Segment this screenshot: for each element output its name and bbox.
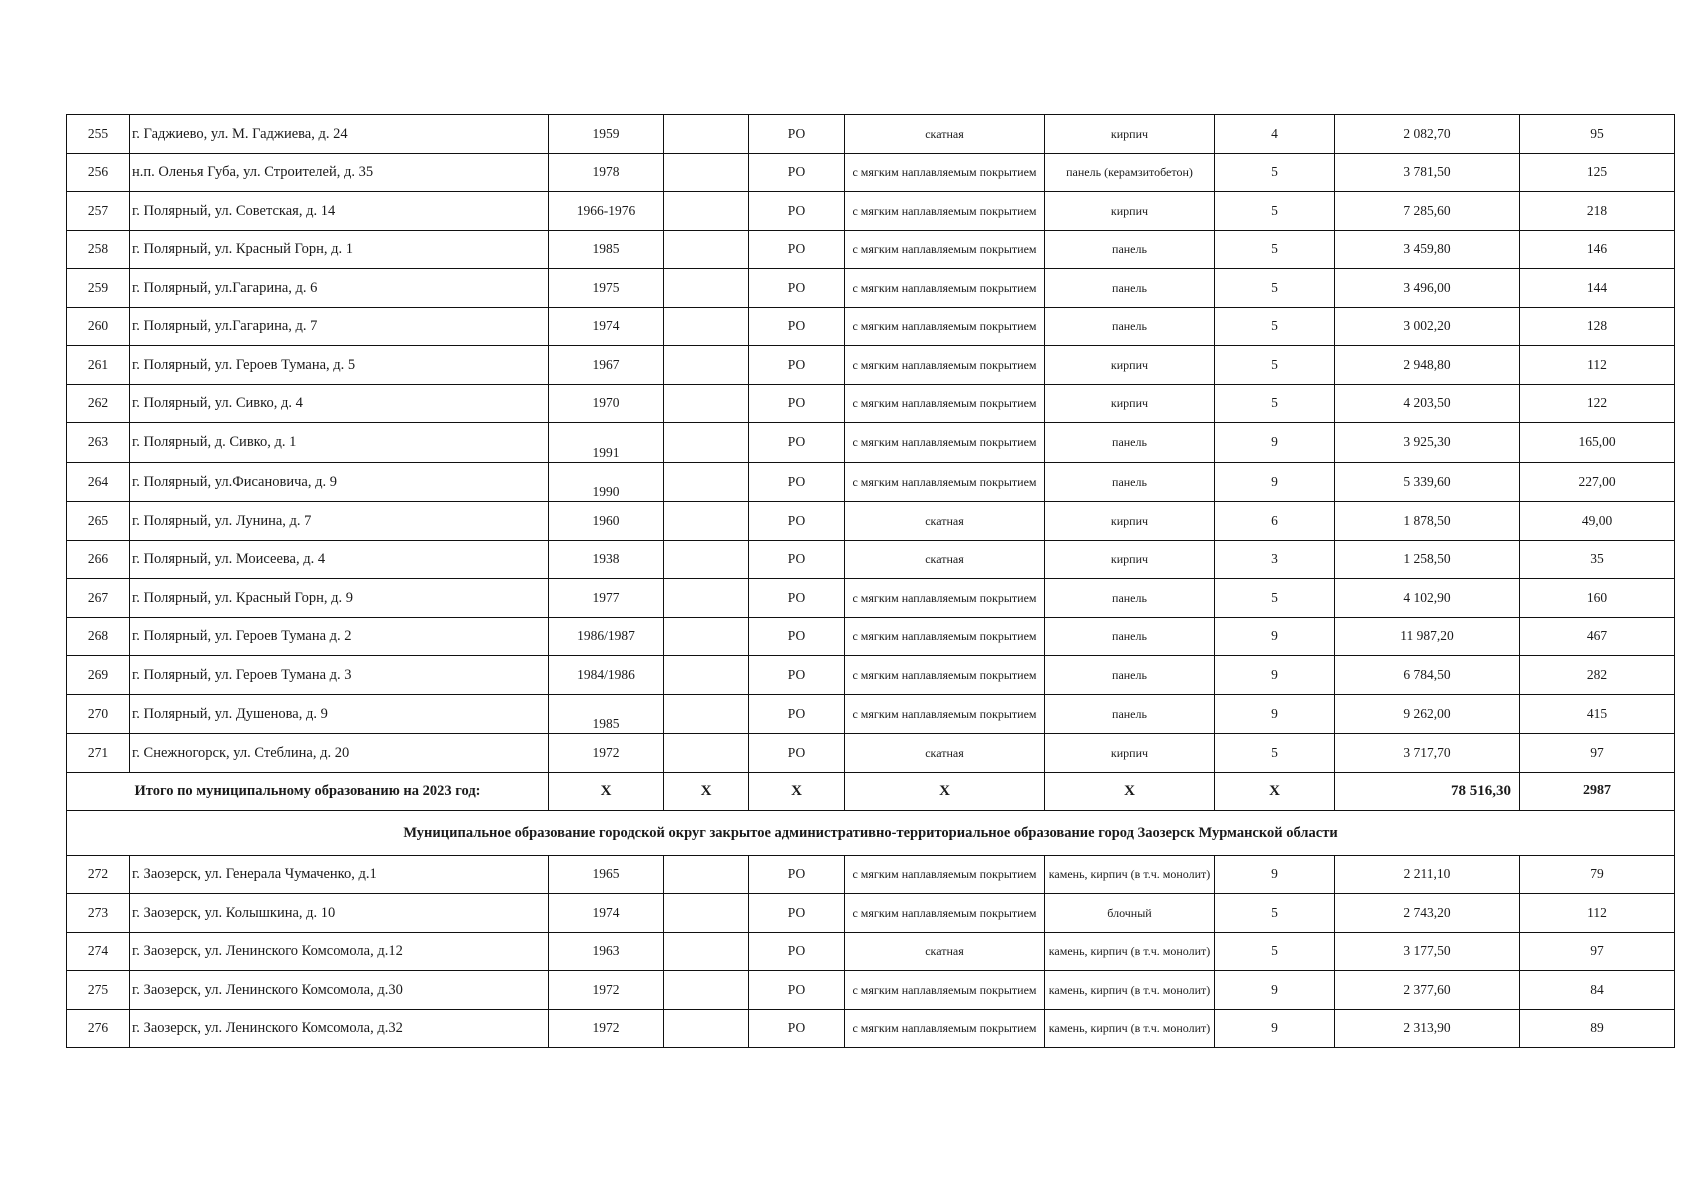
blank-cell [664,694,749,734]
address: г. Полярный, ул.Гагарина, д. 7 [130,307,549,346]
blank-cell [664,734,749,773]
residents-count: 49,00 [1520,502,1675,541]
row-number: 262 [67,384,130,423]
blank-cell [664,894,749,933]
roof-type: с мягким наплавляемым покрытием [845,423,1045,463]
address: г. Заозерск, ул. Ленинского Комсомола, д.12 [130,932,549,971]
build-year: 1959 [549,115,664,154]
housing-table [66,114,1675,1048]
wall-material: панель [1045,656,1215,695]
wall-material: панель [1045,462,1215,502]
blank-cell [664,462,749,502]
row-number: 269 [67,656,130,695]
wall-material: камень, кирпич (в т.ч. монолит) [1045,855,1215,894]
roof-type: скатная [845,734,1045,773]
residents-count: 160 [1520,579,1675,618]
total-area: 3 717,70 [1335,734,1520,773]
address: г. Полярный, ул. Героев Тумана, д. 5 [130,346,549,385]
residents-count: 165,00 [1520,423,1675,463]
wall-material: кирпич [1045,502,1215,541]
residents-count: 227,00 [1520,462,1675,502]
wall-material: кирпич [1045,346,1215,385]
ownership-code: РО [749,894,845,933]
row-number: 265 [67,502,130,541]
floor-count: 5 [1215,269,1335,308]
address: г. Полярный, ул. Героев Тумана д. 2 [130,617,549,656]
ownership-code: РО [749,269,845,308]
residents-count: 112 [1520,346,1675,385]
roof-type: с мягким наплавляемым покрытием [845,153,1045,192]
table-row [67,694,1675,734]
blank-cell [664,230,749,269]
table-row [67,579,1675,618]
roof-type: скатная [845,932,1045,971]
build-year: 1990 [549,462,664,502]
row-number: 260 [67,307,130,346]
row-number: 258 [67,230,130,269]
wall-material: кирпич [1045,540,1215,579]
total-x-mark: X [1215,772,1335,810]
build-year: 1991 [549,423,664,463]
table-row [67,115,1675,154]
wall-material: кирпич [1045,115,1215,154]
row-number: 263 [67,423,130,463]
ownership-code: РО [749,153,845,192]
roof-type: скатная [845,502,1045,541]
ownership-code: РО [749,932,845,971]
floor-count: 9 [1215,617,1335,656]
build-year: 1963 [549,932,664,971]
address: г. Полярный, ул. Героев Тумана д. 3 [130,656,549,695]
residents-count: 144 [1520,269,1675,308]
table-row [67,1009,1675,1048]
roof-type: с мягким наплавляемым покрытием [845,230,1045,269]
roof-type: с мягким наплавляемым покрытием [845,346,1045,385]
wall-material: камень, кирпич (в т.ч. монолит) [1045,932,1215,971]
table-row [67,269,1675,308]
total-area: 2 082,70 [1335,115,1520,154]
wall-material: панель [1045,617,1215,656]
section-header-row [67,810,1675,855]
residents-count: 146 [1520,230,1675,269]
total-residents: 2987 [1520,772,1675,810]
total-label: Итого по муниципальному образованию на 2023 год: [67,772,549,810]
row-number: 256 [67,153,130,192]
residents-count: 128 [1520,307,1675,346]
blank-cell [664,307,749,346]
build-year: 1972 [549,971,664,1010]
residents-count: 35 [1520,540,1675,579]
table-row [67,855,1675,894]
total-area: 2 948,80 [1335,346,1520,385]
ownership-code: РО [749,502,845,541]
ownership-code: РО [749,423,845,463]
blank-cell [664,269,749,308]
wall-material: кирпич [1045,192,1215,231]
ownership-code: РО [749,1009,845,1048]
total-area: 1 878,50 [1335,502,1520,541]
build-year: 1985 [549,230,664,269]
address: г. Полярный, ул.Гагарина, д. 6 [130,269,549,308]
total-area: 3 002,20 [1335,307,1520,346]
address: н.п. Оленья Губа, ул. Строителей, д. 35 [130,153,549,192]
ownership-code: РО [749,307,845,346]
table-row [67,932,1675,971]
build-year: 1984/1986 [549,656,664,695]
table-body-zaozersk [67,855,1675,1048]
row-number: 276 [67,1009,130,1048]
ownership-code: РО [749,540,845,579]
floor-count: 9 [1215,855,1335,894]
table-total-section [67,772,1675,855]
build-year: 1974 [549,894,664,933]
table-row [67,192,1675,231]
floor-count: 5 [1215,346,1335,385]
floor-count: 6 [1215,502,1335,541]
total-x-mark: X [664,772,749,810]
row-number: 261 [67,346,130,385]
build-year: 1972 [549,734,664,773]
wall-material: камень, кирпич (в т.ч. монолит) [1045,971,1215,1010]
roof-type: с мягким наплавляемым покрытием [845,617,1045,656]
build-year: 1972 [549,1009,664,1048]
total-area: 3 925,30 [1335,423,1520,463]
total-x-mark: X [1045,772,1215,810]
address: г. Полярный, ул. Советская, д. 14 [130,192,549,231]
roof-type: с мягким наплавляемым покрытием [845,894,1045,933]
row-number: 270 [67,694,130,734]
build-year: 1975 [549,269,664,308]
blank-cell [664,971,749,1010]
table-row [67,307,1675,346]
residents-count: 125 [1520,153,1675,192]
address: г. Полярный, ул. Лунина, д. 7 [130,502,549,541]
row-number: 264 [67,462,130,502]
address: г. Полярный, д. Сивко, д. 1 [130,423,549,463]
row-number: 274 [67,932,130,971]
roof-type: с мягким наплавляемым покрытием [845,579,1045,618]
total-area: 5 339,60 [1335,462,1520,502]
table-row [67,617,1675,656]
roof-type: с мягким наплавляемым покрытием [845,192,1045,231]
address: г. Полярный, ул. Красный Горн, д. 1 [130,230,549,269]
row-number: 272 [67,855,130,894]
build-year: 1985 [549,694,664,734]
roof-type: с мягким наплавляемым покрытием [845,384,1045,423]
floor-count: 5 [1215,307,1335,346]
total-area: 1 258,50 [1335,540,1520,579]
build-year: 1966-1976 [549,192,664,231]
address: г. Заозерск, ул. Колышкина, д. 10 [130,894,549,933]
total-area: 3 496,00 [1335,269,1520,308]
table-row [67,502,1675,541]
total-area: 3 459,80 [1335,230,1520,269]
build-year: 1970 [549,384,664,423]
wall-material: кирпич [1045,734,1215,773]
residents-count: 112 [1520,894,1675,933]
blank-cell [664,656,749,695]
blank-cell [664,932,749,971]
ownership-code: РО [749,617,845,656]
row-number: 271 [67,734,130,773]
total-area: 2 743,20 [1335,894,1520,933]
total-area: 78 516,30 [1335,772,1520,810]
floor-count: 9 [1215,423,1335,463]
floor-count: 5 [1215,192,1335,231]
table-row [67,423,1675,463]
build-year: 1978 [549,153,664,192]
residents-count: 282 [1520,656,1675,695]
wall-material: панель [1045,694,1215,734]
ownership-code: РО [749,462,845,502]
residents-count: 467 [1520,617,1675,656]
build-year: 1967 [549,346,664,385]
floor-count: 5 [1215,932,1335,971]
wall-material: панель [1045,230,1215,269]
blank-cell [664,346,749,385]
residents-count: 89 [1520,1009,1675,1048]
total-x-mark: X [845,772,1045,810]
address: г. Заозерск, ул. Ленинского Комсомола, д.32 [130,1009,549,1048]
total-area: 4 102,90 [1335,579,1520,618]
floor-count: 5 [1215,153,1335,192]
build-year: 1960 [549,502,664,541]
blank-cell [664,540,749,579]
floor-count: 9 [1215,1009,1335,1048]
table-row [67,656,1675,695]
wall-material: панель (керамзитобетон) [1045,153,1215,192]
row-number: 259 [67,269,130,308]
floor-count: 5 [1215,894,1335,933]
floor-count: 5 [1215,579,1335,618]
address: г. Полярный, ул. Моисеева, д. 4 [130,540,549,579]
blank-cell [664,579,749,618]
ownership-code: РО [749,384,845,423]
wall-material: панель [1045,423,1215,463]
floor-count: 3 [1215,540,1335,579]
residents-count: 95 [1520,115,1675,154]
blank-cell [664,115,749,154]
ownership-code: РО [749,694,845,734]
table-row [67,894,1675,933]
ownership-code: РО [749,971,845,1010]
roof-type: с мягким наплавляемым покрытием [845,656,1045,695]
ownership-code: РО [749,656,845,695]
ownership-code: РО [749,192,845,231]
floor-count: 9 [1215,462,1335,502]
blank-cell [664,153,749,192]
address: г. Заозерск, ул. Генерала Чумаченко, д.1 [130,855,549,894]
address: г. Полярный, ул. Душенова, д. 9 [130,694,549,734]
residents-count: 97 [1520,932,1675,971]
wall-material: панель [1045,579,1215,618]
roof-type: с мягким наплавляемым покрытием [845,307,1045,346]
total-row [67,772,1675,810]
total-area: 3 781,50 [1335,153,1520,192]
row-number: 273 [67,894,130,933]
total-area: 6 784,50 [1335,656,1520,695]
total-area: 9 262,00 [1335,694,1520,734]
roof-type: с мягким наплавляемым покрытием [845,462,1045,502]
address: г. Снежногорск, ул. Стеблина, д. 20 [130,734,549,773]
total-area: 2 377,60 [1335,971,1520,1010]
row-number: 275 [67,971,130,1010]
wall-material: панель [1045,307,1215,346]
residents-count: 415 [1520,694,1675,734]
wall-material: блочный [1045,894,1215,933]
table-body-polyarny [67,115,1675,773]
residents-count: 84 [1520,971,1675,1010]
roof-type: скатная [845,115,1045,154]
roof-type: скатная [845,540,1045,579]
row-number: 266 [67,540,130,579]
build-year: 1977 [549,579,664,618]
blank-cell [664,855,749,894]
residents-count: 122 [1520,384,1675,423]
table-row [67,462,1675,502]
residents-count: 97 [1520,734,1675,773]
floor-count: 5 [1215,384,1335,423]
total-x-mark: X [549,772,664,810]
roof-type: с мягким наплавляемым покрытием [845,855,1045,894]
blank-cell [664,502,749,541]
total-area: 3 177,50 [1335,932,1520,971]
total-area: 11 987,20 [1335,617,1520,656]
wall-material: кирпич [1045,384,1215,423]
row-number: 267 [67,579,130,618]
blank-cell [664,617,749,656]
ownership-code: РО [749,855,845,894]
blank-cell [664,384,749,423]
roof-type: с мягким наплавляемым покрытием [845,971,1045,1010]
table-row [67,384,1675,423]
total-x-mark: X [749,772,845,810]
ownership-code: РО [749,230,845,269]
total-area: 2 313,90 [1335,1009,1520,1048]
floor-count: 4 [1215,115,1335,154]
table-row [67,230,1675,269]
blank-cell [664,192,749,231]
floor-count: 9 [1215,971,1335,1010]
blank-cell [664,423,749,463]
build-year: 1974 [549,307,664,346]
address: г. Заозерск, ул. Ленинского Комсомола, д.30 [130,971,549,1010]
table-row [67,153,1675,192]
residents-count: 218 [1520,192,1675,231]
build-year: 1965 [549,855,664,894]
address: г. Полярный, ул.Фисановича, д. 9 [130,462,549,502]
wall-material: камень, кирпич (в т.ч. монолит) [1045,1009,1215,1048]
table-row [67,346,1675,385]
ownership-code: РО [749,115,845,154]
build-year: 1986/1987 [549,617,664,656]
roof-type: с мягким наплавляемым покрытием [845,269,1045,308]
table-row [67,971,1675,1010]
ownership-code: РО [749,734,845,773]
floor-count: 5 [1215,230,1335,269]
address: г. Полярный, ул. Красный Горн, д. 9 [130,579,549,618]
floor-count: 5 [1215,734,1335,773]
row-number: 268 [67,617,130,656]
build-year: 1938 [549,540,664,579]
table-row [67,734,1675,773]
row-number: 257 [67,192,130,231]
row-number: 255 [67,115,130,154]
blank-cell [664,1009,749,1048]
total-area: 4 203,50 [1335,384,1520,423]
roof-type: с мягким наплавляемым покрытием [845,1009,1045,1048]
roof-type: с мягким наплавляемым покрытием [845,694,1045,734]
ownership-code: РО [749,346,845,385]
floor-count: 9 [1215,694,1335,734]
section-title: Муниципальное образование городской округ закрытое административно-территориальное образование город Заозерск Мурманской области [67,810,1675,855]
residents-count: 79 [1520,855,1675,894]
address: г. Полярный, ул. Сивко, д. 4 [130,384,549,423]
total-area: 7 285,60 [1335,192,1520,231]
table-row [67,540,1675,579]
ownership-code: РО [749,579,845,618]
address: г. Гаджиево, ул. М. Гаджиева, д. 24 [130,115,549,154]
total-area: 2 211,10 [1335,855,1520,894]
floor-count: 9 [1215,656,1335,695]
wall-material: панель [1045,269,1215,308]
